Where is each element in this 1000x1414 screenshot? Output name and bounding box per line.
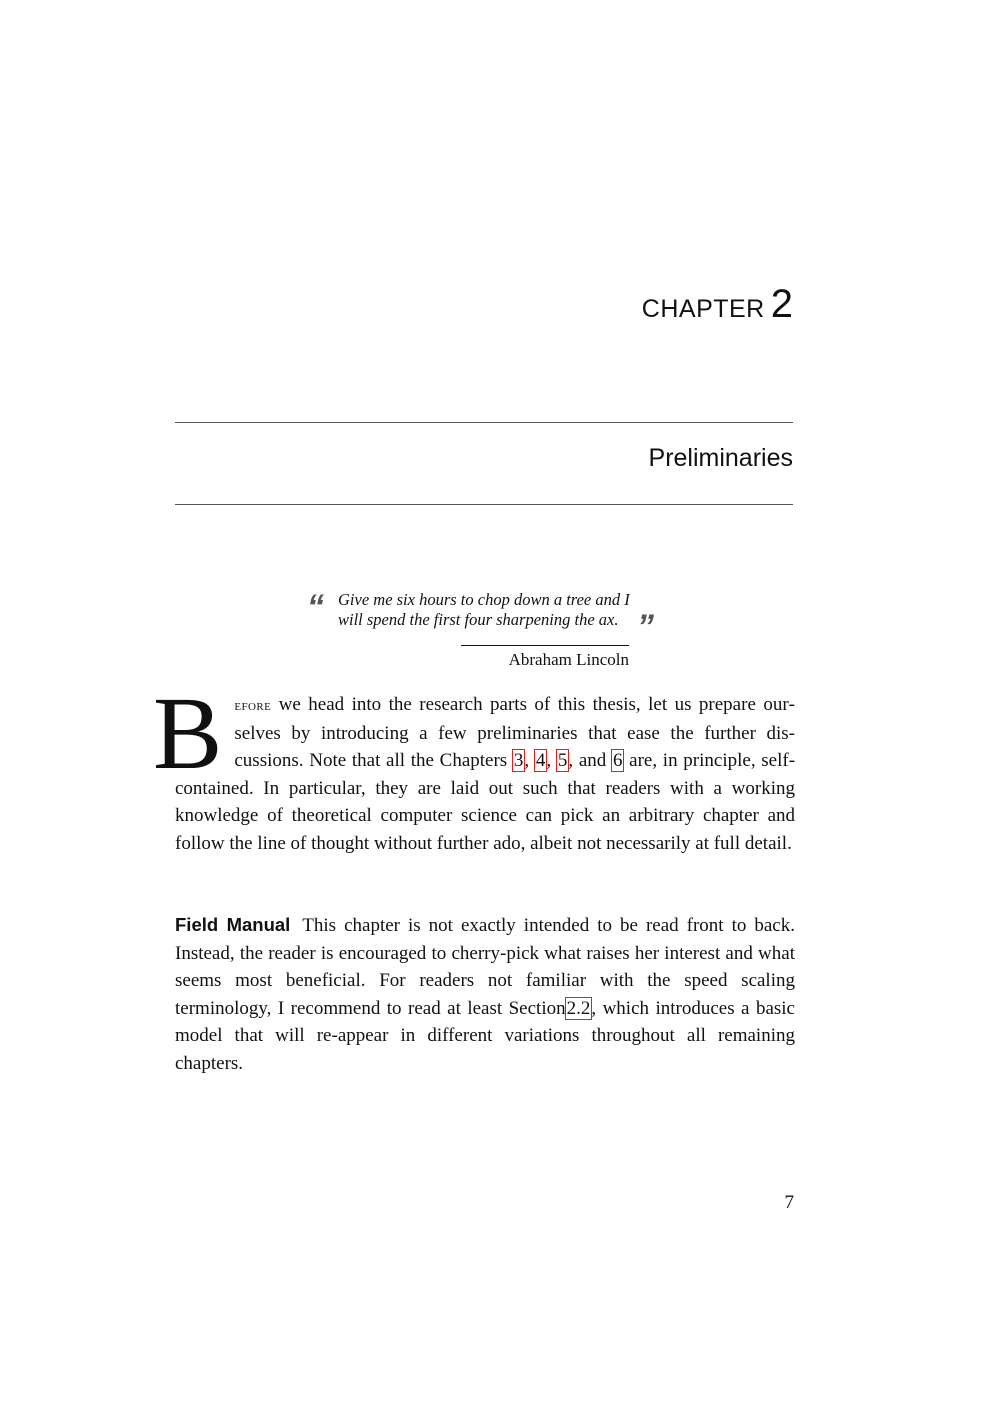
open-quote-icon: “ [307,588,324,626]
section-2-2-link[interactable]: 2.2 [566,997,591,1019]
epigraph-author: Abraham Lincoln [508,650,629,669]
title-rule-bottom [175,504,793,505]
ref-separator: , and [568,750,612,772]
epigraph [307,588,667,678]
field-manual-text-part1: This chapter is not exactly intended to be read front to back. Instead, the reader is encouraged to cherry-pick what raises her interest and what seems most beneficial. For readers not familiar with the speed scaling terminology, I recommend to read at least Section [175,915,795,1019]
chapter-5-link[interactable]: 5 [557,750,568,772]
chapter-heading [642,282,793,327]
chapter-number: 2 [770,282,793,326]
close-quote-icon: ” [637,608,654,646]
intro-text-part1: we head into the research parts of this thesis, let us prepare ourselves by introducing a few preliminaries that ease the further discussions. Note that all the Chapters [234,694,795,772]
ref-separator: , [546,750,557,772]
ref-separator: , [524,750,535,772]
intro-paragraph [153,676,796,858]
intro-text-part2: are, in principle, self-contained. In particular, they are laid out such that readers with a working knowledge of theoretical computer science can pick an arbitrary chapter and follow the line of thought without further ado, albeit not necessarily at full detail. [175,750,796,854]
epigraph-rule [461,645,629,646]
title-rule-top [175,422,793,423]
field-manual-text-part2: , which introduces a basic model that will re-appear in different variations throughout all remaining chapters. [175,997,795,1074]
epigraph-text: Give me six hours to chop down a tree and I will spend the first four sharpening the ax. [338,590,630,629]
page-number: 7 [784,1192,794,1213]
intro-smallcaps: efore [234,697,272,714]
chapter-3-link[interactable]: 3 [513,750,524,772]
chapter-6-link[interactable]: 6 [612,750,623,772]
field-manual-paragraph [175,911,795,1078]
chapter-label: CHAPTER [641,295,765,323]
chapter-title: Preliminaries [648,444,793,472]
field-manual-heading: Field Manual [175,914,291,935]
chapter-4-link[interactable]: 4 [535,750,546,772]
drop-cap: B [153,676,223,791]
